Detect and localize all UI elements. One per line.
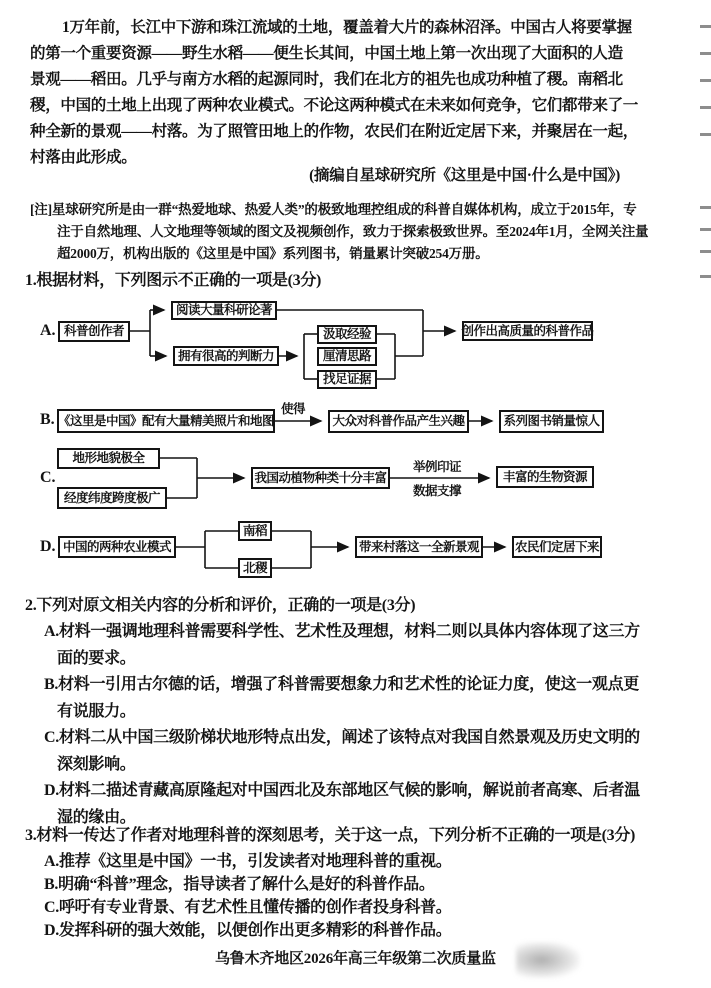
flowchart-box-settle: 农民们定居下来 <box>512 536 602 558</box>
q2-option-c: C.材料二从中国三级阶梯状地形特点出发，阐述了该特点对我国自然景观及历史文明的 <box>44 729 640 746</box>
question-2-stem: 2.下列对原文相关内容的分析和评价，正确的一项是(3分) <box>25 597 416 614</box>
q2-option-c: 深刻影响。 <box>57 756 136 773</box>
flowchart-box-experience: 汲取经验 <box>317 325 377 344</box>
option-b-label: B. <box>40 411 55 428</box>
passage-line: 种全新的景观——村落。为了照管田地上的作物，农民们在附近定居下来，并聚居在一起， <box>30 123 639 140</box>
q2-option-a: A.材料一强调地理科普需要科学性、艺术性及理想，材料二则以具体内容体现了这三方 <box>44 623 640 640</box>
binding-mark <box>700 106 711 109</box>
flowchart-box-judgment: 拥有很高的判断力 <box>173 346 279 366</box>
flowchart-box-evidence: 找足证据 <box>317 370 377 389</box>
q2-option-b: B.材料一引用古尔德的话，增强了科普需要想象力和艺术性的论证力度，使这一观点更 <box>44 676 639 693</box>
q2-option-d: D.材料二描述青藏高原隆起对中国西北及东部地区气候的影响，解说前者高寒、后者温 <box>44 782 640 799</box>
flowchart-box-thinking: 厘清思路 <box>317 347 377 366</box>
q3-option-d: D.发挥科研的强大效能，以便创作出更多精彩的科普作品。 <box>44 922 452 939</box>
flowchart-box-village: 带来村落这一全新景观 <box>355 536 483 558</box>
passage-attribution: (摘编自星球研究所《这里是中国·什么是中国》) <box>309 167 620 184</box>
note-line: 注于自然地理、人文地理等领域的图文及视频创作，致力于探索极致世界。至2024年1月，全网关注量 <box>57 224 649 239</box>
binding-mark <box>700 206 711 209</box>
scan-smudge <box>516 942 580 978</box>
binding-mark <box>700 25 711 28</box>
flowchart-box-species: 我国动植物种类十分丰富 <box>251 467 390 489</box>
arrow-label-shide: 使得 <box>281 402 306 416</box>
passage-line: 稷，中国的土地上出现了两种农业模式。不论这两种模式在未来如何竞争，它们都带来了一 <box>30 97 639 114</box>
passage-line: 村落由此形成。 <box>30 149 137 166</box>
flowchart-box-south-rice: 南稻 <box>238 521 272 541</box>
flowchart-box-read: 阅读大量科研论著 <box>171 301 277 320</box>
option-a-label: A. <box>40 322 56 339</box>
binding-mark <box>700 52 711 55</box>
binding-mark <box>700 228 711 231</box>
flowchart-box-result: 创作出高质量的科普作品 <box>462 321 593 341</box>
option-d-label: D. <box>40 538 56 555</box>
binding-mark <box>700 250 711 253</box>
option-c-label: C. <box>40 469 56 486</box>
q2-option-a: 面的要求。 <box>57 650 136 667</box>
binding-mark <box>700 133 711 136</box>
flowchart-box-modes: 中国的两种农业模式 <box>58 536 176 558</box>
q3-option-a: A.推荐《这里是中国》一书，引发读者对地理科普的重视。 <box>44 853 452 870</box>
passage-line: 1万年前，长江中下游和珠江流域的土地，覆盖着大片的森林沼泽。中国古人将要掌握 <box>62 19 632 36</box>
note-line: [注]星球研究所是由一群“热爱地球、热爱人类”的极致地理控组成的科普自媒体机构，成立于2015年，专 <box>30 202 637 217</box>
flowchart-box-book: 《这里是中国》配有大量精美照片和地图 <box>57 409 275 433</box>
binding-mark <box>700 79 711 82</box>
footer-title: 乌鲁木齐地区2026年高三年级第二次质量监 <box>215 951 496 967</box>
flowchart-box-resources: 丰富的生物资源 <box>496 466 594 488</box>
arrow-label-example: 举例印证 <box>413 460 462 474</box>
flowchart-box-span: 经度纬度跨度极广 <box>57 487 167 509</box>
flowchart-box-terrain: 地形地貌极全 <box>57 448 160 469</box>
question-3-stem: 3.材料一传达了作者对地理科普的深刻思考，关于这一点，下列分析不正确的一项是(3分) <box>25 827 636 844</box>
note-line: 超2000万，机构出版的《这里是中国》系列图书，销量累计突破254万册。 <box>57 246 489 261</box>
flowchart-box-creator: 科普创作者 <box>58 321 130 342</box>
q3-option-c: C.呼吁有专业背景、有艺术性且懂传播的创作者投身科普。 <box>44 899 452 916</box>
q2-option-b: 有说服力。 <box>57 703 136 720</box>
flowchart-box-north-millet: 北稷 <box>238 558 272 578</box>
flowchart-box-sales: 系列图书销量惊人 <box>499 410 604 433</box>
q2-option-d: 湿的缘由。 <box>57 809 136 826</box>
arrow-label-data: 数据支撑 <box>413 484 462 498</box>
binding-mark <box>700 275 711 278</box>
passage-line: 景观——稻田。几乎与南方水稻的起源同时，我们在北方的祖先也成功种植了稷。南稻北 <box>30 71 623 88</box>
flowchart-box-interest: 大众对科普作品产生兴趣 <box>328 410 469 433</box>
passage-line: 的第一个重要资源——野生水稻——便生长其间，中国土地上第一次出现了大面积的人造 <box>30 45 623 62</box>
question-1-stem: 1.根据材料，下列图示不正确的一项是(3分) <box>25 272 322 289</box>
q3-option-b: B.明确“科普”理念，指导读者了解什么是好的科普作品。 <box>44 876 435 893</box>
